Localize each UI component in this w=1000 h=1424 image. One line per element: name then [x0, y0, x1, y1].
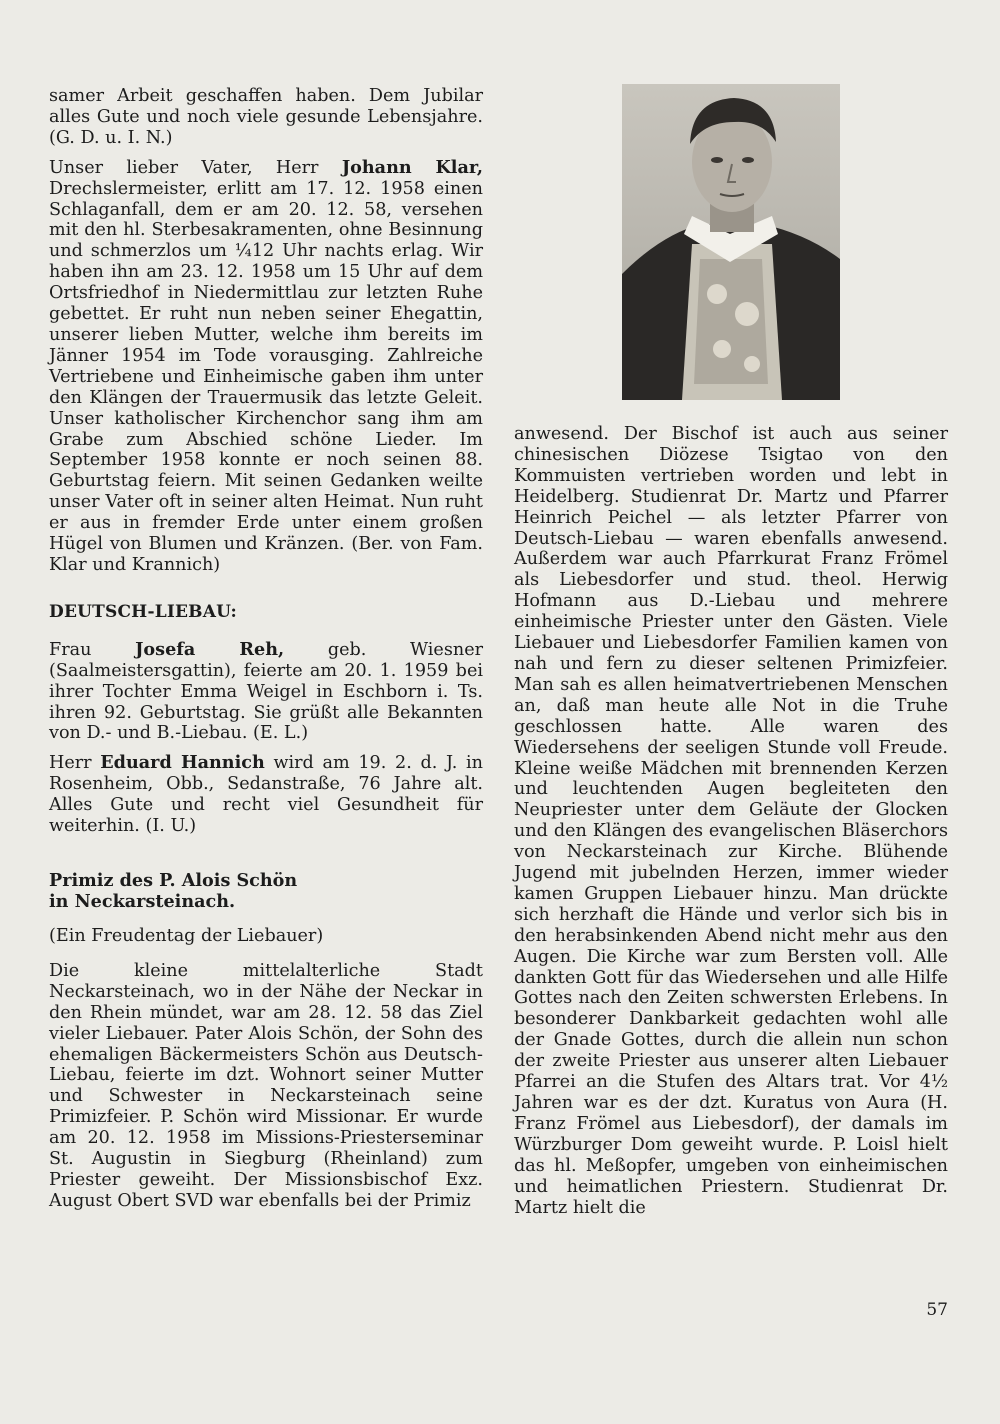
section-heading-deutsch-liebau: DEUTSCH-LIEBAU:	[49, 601, 238, 622]
text-run: Herr	[49, 753, 101, 774]
paragraph-birthday-hannich	[49, 753, 483, 837]
paragraph-birthday-reh	[49, 640, 483, 745]
paragraph-jubilee-end: samer Arbeit geschaffen haben. Dem Jubilar alles Gute und noch viele gesunde Lebensjahre. (G. D. u. I. N.)	[49, 86, 483, 148]
paragraph-primiz-intro: Die kleine mittelalterliche Stadt Neckarsteinach, wo in der Nähe der Neckar in den Rhein mündet, war am 28. 12. 58 das Ziel vieler Liebauer. Pater Alois Schön, der Sohn des ehemaligen Bäckermeisters Schön aus Deutsch-Liebau, feierte im dzt. Wohnort seiner Mutter und Schwester in Neckarsteinach seine Primizfeier. P. Schön wird Missionar. Er wurde am 20. 12. 1958 im Missions-Priesterseminar St. Augustin in Siegburg (Rheinland) zum Priester geweiht. Der Missionsbischof Exz. August Obert SVD war ebenfalls bei der Primiz	[49, 960, 483, 1211]
person-name: Josefa Reh,	[135, 638, 285, 660]
article-subtitle: (Ein Freudentag der Liebauer)	[49, 926, 324, 946]
text-run: Frau	[49, 639, 136, 660]
portrait-photo	[622, 84, 840, 400]
text-run: geb. Wiesner (Saalmeistersgattin), feierte am 20. 1. 1959 bei ihrer Tochter Emma Weigel in Eschborn i. Ts. ihren 92. Geburtstag. Sie grüßt alle Bekannten von D.- und B.-Liebau. (E. L.)	[49, 639, 484, 744]
paragraph-primiz-continued: anwesend. Der Bischof ist auch aus seiner chinesischen Diözese Tsigtao von den Kommuisten vertrieben worden und lebt in Heidelberg. Studienrat Dr. Martz und Pfarrer Heinrich Peichel — als letzter Pfarrer von Deutsch-Liebau — waren ebenfalls anwesend. Außerdem war auch Pfarrkurat Franz Frömel als Liebesdorfer und stud. theol. Herwig Hofmann aus D.-Liebau und mehrere einheimische Priester unter den Gästen. Viele Liebauer und Liebesdorfer Familien kamen von nah und fern zu dieser seltenen Primizfeier. Man sah es allen heimatvertriebenen Menschen an, daß man heute alle Not in die Truhe geschlossen hatte. Alle waren des Wiedersehens der seeligen Stunde voll Freude. Kleine weiße Mädchen mit brennenden Kerzen und leuchtenden Augen begleiteten den Neupriester unter dem Geläute der Glocken und den Klängen des evangelischen Bläserchors von Neckarsteinach zur Kirche. Blühende Jugend mit jubelnden Herzen, immer wieder kamen Gruppen Liebauer hinzu. Man drückte sich herzhaft die Hände und verlor sich bis in den herabsinkenden Abend nicht mehr aus den Augen. Die Kirche war zum Bersten voll. Alle dankten Gott für das Wiedersehen und alle Hilfe Gottes nach den Zeiten schwersten Erlebens. In besonderer Dankbarkeit gedachten wohl alle der Gnade Gottes, durch die allein nun schon der zweite Priester aus unserer alten Liebauer Pfarrei an die Stufen des Altars trat. Vor 4½ Jahren war es der dzt. Kuratus von Aura (H. Franz Frömel aus Liebesdorf), der damals im Würzburger Dom geweiht wurde. P. Loisl hielt das hl. Meßopfer, umgeben von einheimischen und heimatlichen Priestern. Studienrat Dr. Martz hielt die	[514, 424, 948, 1218]
text-run: wird am 19. 2. d. J. in Rosenheim, Obb., Sedanstraße, 76 Jahre alt. Alles Gute und recht viel Gesundheit für weiterhin. (I. U.)	[49, 753, 483, 837]
left-column	[49, 86, 483, 1212]
text-run: Drechslermeister, erlitt am 17. 12. 1958 einen Schlaganfall, dem er am 20. 12. 58, versehen mit den hl. Sterbesakramenten, ohne Besinnung und schmerzlos um ¼12 Uhr nachts erlag. Wir haben ihn am 23. 12. 1958 um 15 Uhr auf dem Ortsfriedhof in Niedermittlau zur letzten Ruhe gebettet. Er ruht nun neben seiner Ehegattin, unserer lieben Mutter, welche ihm bereits im Jänner 1954 im Tode vorausging. Zahlreiche Vertriebene und Einheimische gaben ihm unter den Klängen der Trauermusik das letzte Geleit. Unser katholischer Kirchenchor sang ihm am Grabe zum Abschied schöne Lieder. Im September 1958 konnte er noch seinen 88. Geburtstag feiern. Mit seinen Gedanken weilte unser Vater oft in seiner alten Heimat. Nun ruht er aus in fremder Erde unter einem großen Hügel von Blumen und Kränzen. (Ber. von Fam. Klar und Krannich)	[49, 178, 483, 575]
person-name: Eduard Hannich	[100, 752, 265, 774]
paragraph-obituary-klar	[49, 158, 483, 576]
article-title-line: Primiz des P. Alois Schön	[49, 870, 298, 891]
person-name: Johann Klar,	[341, 156, 484, 178]
right-column	[514, 424, 948, 1218]
page-number: 57	[926, 1300, 948, 1320]
article-title	[49, 870, 483, 912]
text-run: Unser lieber Vater, Herr	[49, 157, 342, 178]
priest-portrait-image	[622, 84, 840, 400]
article-title-line: in Neckarsteinach.	[49, 891, 236, 912]
